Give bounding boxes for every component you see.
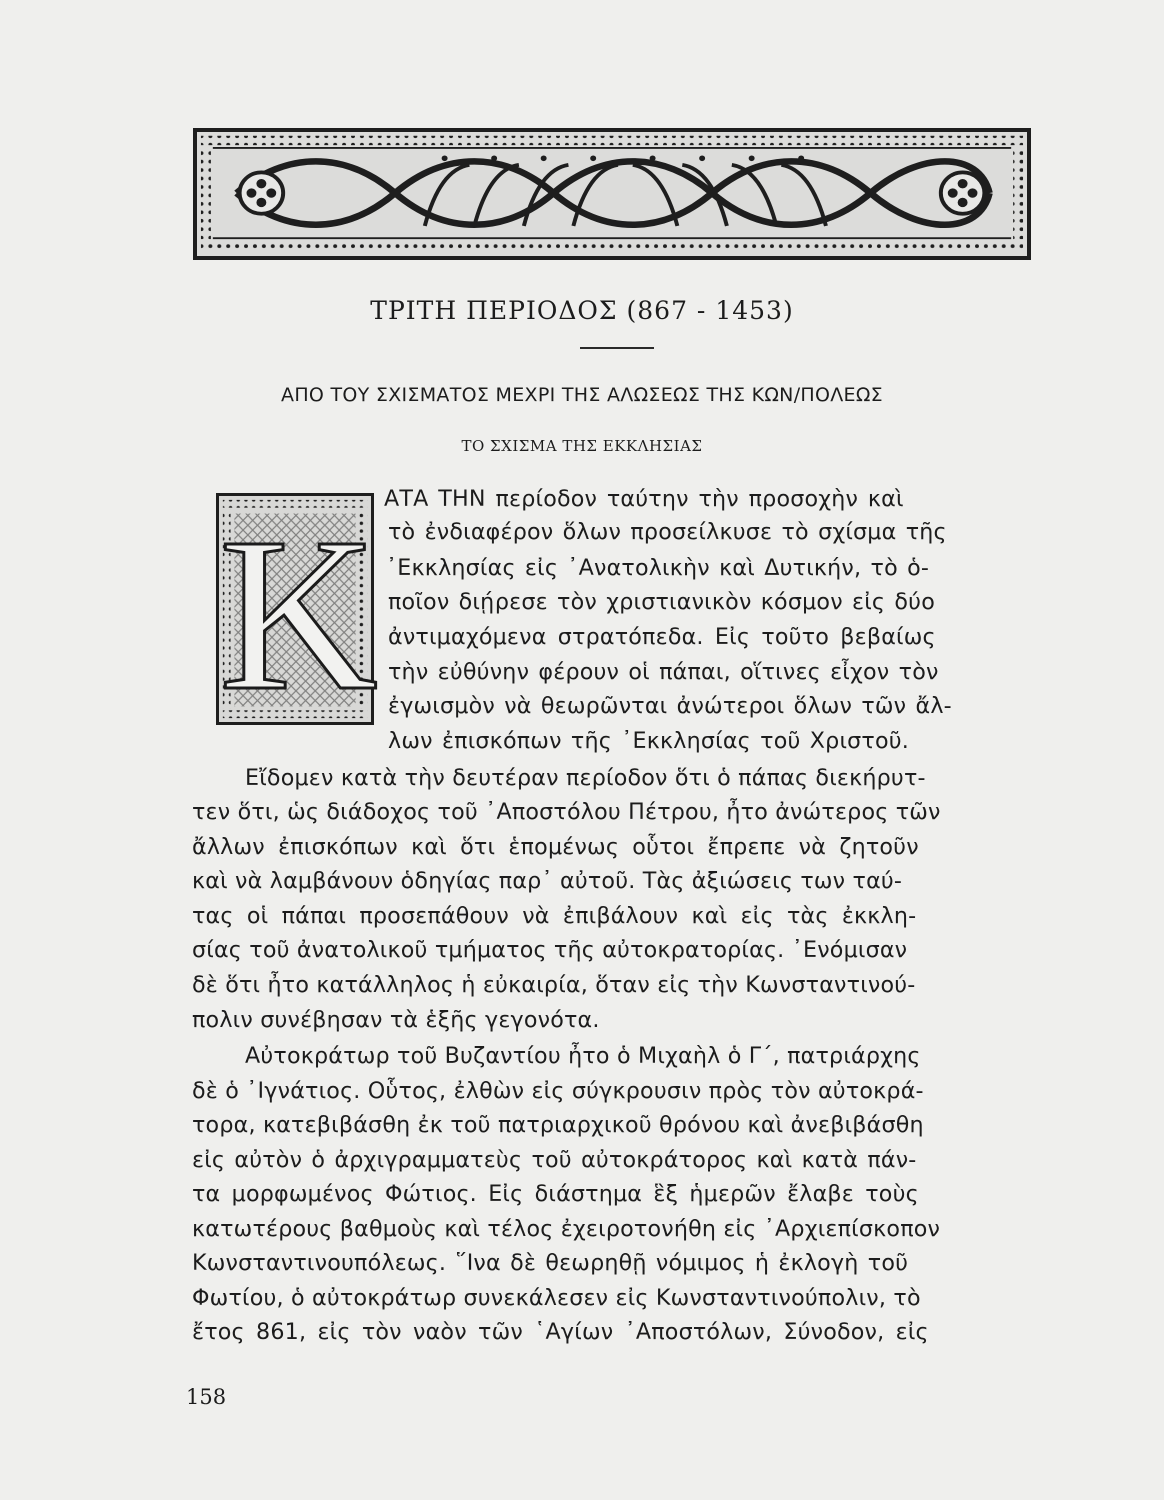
body-line: ἐγωισμὸν νὰ θεωρῶνται ἀνώτεροι ὅλων τῶν ἄλ- bbox=[388, 693, 952, 719]
title-divider bbox=[580, 347, 654, 349]
body-line: καὶ νὰ λαμβάνουν ὁδηγίας παρ᾿ αὐτοῦ. Τὰς ἀξιώσεις των ταύ- bbox=[192, 868, 903, 894]
section-heading: ΤΟ ΣΧΙΣΜΑ ΤΗΣ ΕΚΚΛΗΣΙΑΣ bbox=[461, 437, 703, 455]
body-line: τας οἱ πάπαι προσεπάθουν νὰ ἐπιβάλουν καὶ εἰς τὰς ἐκκλη- bbox=[192, 903, 917, 929]
body-line: πολιν συνέβησαν τὰ ἑξῆς γεγονότα. bbox=[192, 1007, 600, 1033]
body-line: δὲ ὅτι ἦτο κατάλληλος ἡ εὐκαιρία, ὅταν εἰς τὴν Κωνσταντινού- bbox=[192, 972, 916, 998]
body-line: τα μορφωμένος Φώτιος. Εἰς διάστημα ἓξ ἡμερῶν ἔλαβε τοὺς bbox=[192, 1181, 919, 1207]
body-line: ΑΤΑ ΤΗΝ περίοδον ταύτην τὴν προσοχὴν καὶ bbox=[384, 486, 904, 512]
body-line: τὸ ἐνδιαφέρον ὅλων προσείλκυσε τὸ σχίσμα τῆς bbox=[388, 519, 947, 545]
body-line: τορα, κατεβιβάσθη ἐκ τοῦ πατριαρχικοῦ θρόνου καὶ ἀνεβιβάσθη bbox=[192, 1112, 924, 1138]
page-number: 158 bbox=[186, 1385, 227, 1409]
body-line: εἰς αὐτὸν ὁ ἀρχιγραμματεὺς τοῦ αὐτοκράτορος καὶ κατὰ πάν- bbox=[192, 1147, 917, 1173]
ornamental-header-band bbox=[193, 128, 1031, 260]
body-line: Κωνσταντινουπόλεως. ῞Ινα δὲ θεωρηθῇ νόμιμος ἡ ἐκλογὴ τοῦ bbox=[192, 1250, 909, 1276]
body-line: ᾿Εκκλησίας εἰς ᾿Ανατολικὴν καὶ Δυτικήν, τὸ ὁ- bbox=[386, 555, 930, 581]
drop-cap-letter: Κ bbox=[219, 492, 378, 736]
body-line: τὴν εὐθύνην φέρουν οἱ πάπαι, οἵτινες εἶχον τὸν bbox=[388, 659, 939, 685]
body-line: Αὐτοκράτωρ τοῦ Βυζαντίου ἦτο ὁ Μιχαὴλ ὁ Γ΄, πατριάρχης bbox=[245, 1043, 921, 1069]
body-line: κατωτέρους βαθμοὺς καὶ τέλος ἐχειροτονήθη εἰς ᾿Αρχιεπίσκοπον bbox=[192, 1216, 941, 1242]
decorated-drop-cap bbox=[216, 492, 378, 736]
chapter-subtitle: ΑΠΟ ΤΟΥ ΣΧΙΣΜΑΤΟΣ ΜΕΧΡΙ ΤΗΣ ΑΛΩΣΕΩΣ ΤΗΣ ΚΩΝ/ΠΟΛΕΩΣ bbox=[281, 384, 883, 406]
chapter-title: ΤΡΙΤΗ ΠΕΡΙΟΔΟΣ (867 - 1453) bbox=[370, 296, 794, 325]
body-line: ἔτος 861, εἰς τὸν ναὸν τῶν ῾Αγίων ᾿Αποστόλων, Σύνοδον, εἰς bbox=[192, 1319, 929, 1345]
ornament-pattern bbox=[197, 132, 1027, 256]
body-line: Εἴδομεν κατὰ τὴν δευτέραν περίοδον ὅτι ὁ πάπας διεκήρυτ- bbox=[245, 765, 926, 791]
body-line: ποῖον διῄρεσε τὸν χριστιανικὸν κόσμον εἰς δύο bbox=[388, 589, 935, 615]
body-line: Φωτίου, ὁ αὐτοκράτωρ συνεκάλεσεν εἰς Κωνσταντινούπολιν, τὸ bbox=[192, 1285, 921, 1311]
body-line: σίας τοῦ ἀνατολικοῦ τμήματος τῆς αὐτοκρατορίας. ᾿Ενόμισαν bbox=[192, 937, 908, 963]
body-line: τεν ὅτι, ὡς διάδοχος τοῦ ᾿Αποστόλου Πέτρου, ἦτο ἀνώτερος τῶν bbox=[192, 799, 941, 825]
body-line: ἀντιμαχόμενα στρατόπεδα. Εἰς τοῦτο βεβαίως bbox=[388, 624, 936, 650]
body-line: λων ἐπισκόπων τῆς ᾿Εκκλησίας τοῦ Χριστοῦ. bbox=[388, 728, 910, 754]
body-line: δὲ ὁ ᾿Ιγνάτιος. Οὗτος, ἐλθὼν εἰς σύγκρουσιν πρὸς τὸν αὐτοκρά- bbox=[192, 1078, 924, 1104]
body-line: ἄλλων ἐπισκόπων καὶ ὅτι ἑπομένως οὗτοι ἔπρεπε νὰ ζητοῦν bbox=[192, 834, 919, 860]
